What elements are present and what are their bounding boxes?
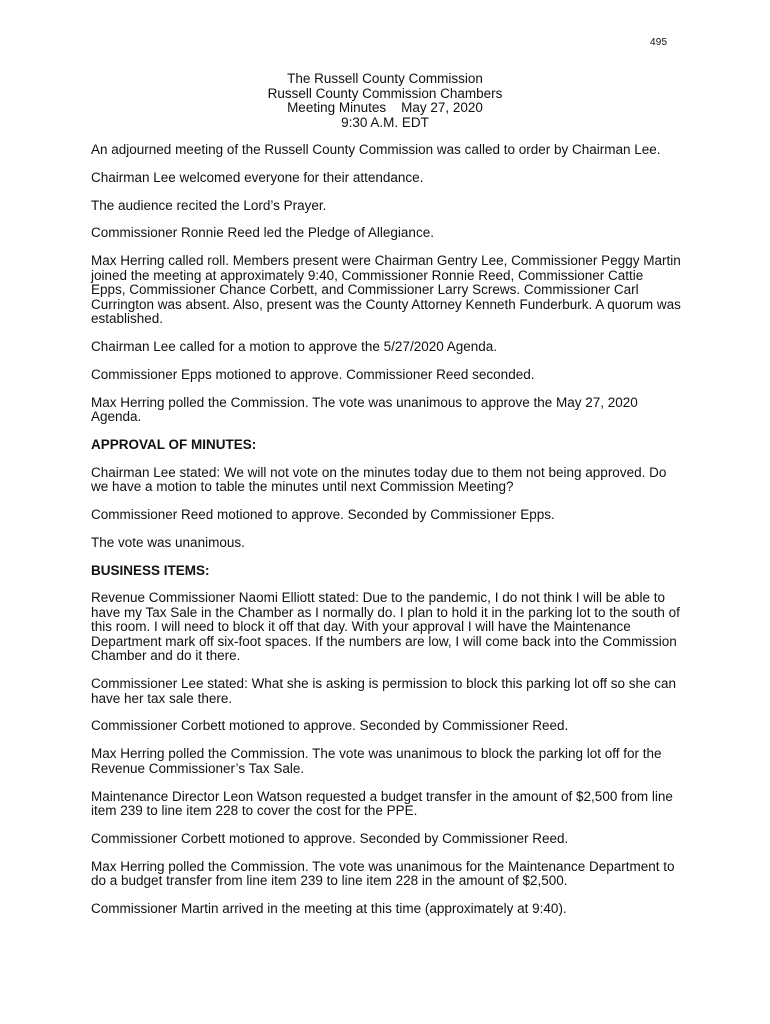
paragraph-agenda-vote: Max Herring polled the Commission. The vote was unanimous to approve the May 27, 2020 Agenda. <box>91 394 638 425</box>
header-title: The Russell County Commission <box>287 71 483 86</box>
document-header <box>0 72 770 130</box>
section-heading-business-items: BUSINESS ITEMS: <box>91 562 210 578</box>
paragraph-minutes-statement: Chairman Lee stated: We will not vote on the minutes today due to them not being approved. Do we have a motion to table the minutes until next Commission Meeting? <box>91 464 667 495</box>
paragraph-budget-motion: Commissioner Corbett motioned to approve. Seconded by Commissioner Reed. <box>91 830 569 846</box>
paragraph-minutes-vote: The vote was unanimous. <box>91 534 245 550</box>
header-meeting-date: Meeting Minutes May 27, 2020 <box>287 100 483 115</box>
paragraph-tax-sale-request: Revenue Commissioner Naomi Elliott stated: Due to the pandemic, I do not think I will be able to have my Tax Sale in the Chamber as I normally do. I plan to hold it in the parking lot to the south of this room. I will need to block it off that day. With your approval I will have the Maintenance Department mark off six-foot spaces. If the numbers are low, I will come back into the Commission Chamber and do it there. <box>91 590 680 664</box>
paragraph-pledge: Commissioner Ronnie Reed led the Pledge of Allegiance. <box>91 225 434 241</box>
page-number: 495 <box>650 37 668 48</box>
paragraph-minutes-motion: Commissioner Reed motioned to approve. Seconded by Commissioner Epps. <box>91 506 555 522</box>
paragraph-agenda-motion: Chairman Lee called for a motion to approve the 5/27/2020 Agenda. <box>91 338 498 354</box>
paragraph-parking-lot-statement: Commissioner Lee stated: What she is asking is permission to block this parking lot off so she can have her tax sale there. <box>91 676 677 706</box>
header-location: Russell County Commission Chambers <box>267 85 503 101</box>
paragraph-parking-motion: Commissioner Corbett motioned to approve. Seconded by Commissioner Reed. <box>91 718 569 734</box>
paragraph-parking-vote: Max Herring polled the Commission. The vote was unanimous to block the parking lot off for the Revenue Commissioner’s Tax Sale. <box>91 746 662 776</box>
paragraph-budget-request: Maintenance Director Leon Watson requested a budget transfer in the amount of $2,500 from line item 239 to line item 228 to cover the cost for the PPE. <box>91 788 673 819</box>
paragraph-agenda-second: Commissioner Epps motioned to approve. Commissioner Reed seconded. <box>91 366 535 382</box>
paragraph-budget-vote: Max Herring polled the Commission. The vote was unanimous for the Maintenance Department to do a budget transfer from line item 239 to line item 228 in the amount of $2,500. <box>91 858 675 889</box>
section-heading-approval-of-minutes: APPROVAL OF MINUTES: <box>91 436 257 452</box>
paragraph-welcome: Chairman Lee welcomed everyone for their attendance. <box>91 169 424 185</box>
paragraph-prayer: The audience recited the Lord’s Prayer. <box>91 197 327 213</box>
minutes-body <box>91 143 681 930</box>
paragraph-martin-arrival: Commissioner Martin arrived in the meeting at this time (approximately at 9:40). <box>91 900 567 916</box>
paragraph-roll-call: Max Herring called roll. Members present were Chairman Gentry Lee, Commissioner Peggy Martin joined the meeting at approximately 9:40, Commissioner Ronnie Reed, Commissioner Cattie Epps, Commissioner Chance Corbett, and Commissioner Larry Screws. Commissioner Carl Currington was absent. Also, present was the County Attorney Kenneth Funderburk. A quorum was established. <box>91 253 681 327</box>
header-meeting-time: 9:30 A.M. EDT <box>341 114 429 130</box>
paragraph-call-to-order: An adjourned meeting of the Russell County Commission was called to order by Chairman Lee. <box>91 142 661 157</box>
